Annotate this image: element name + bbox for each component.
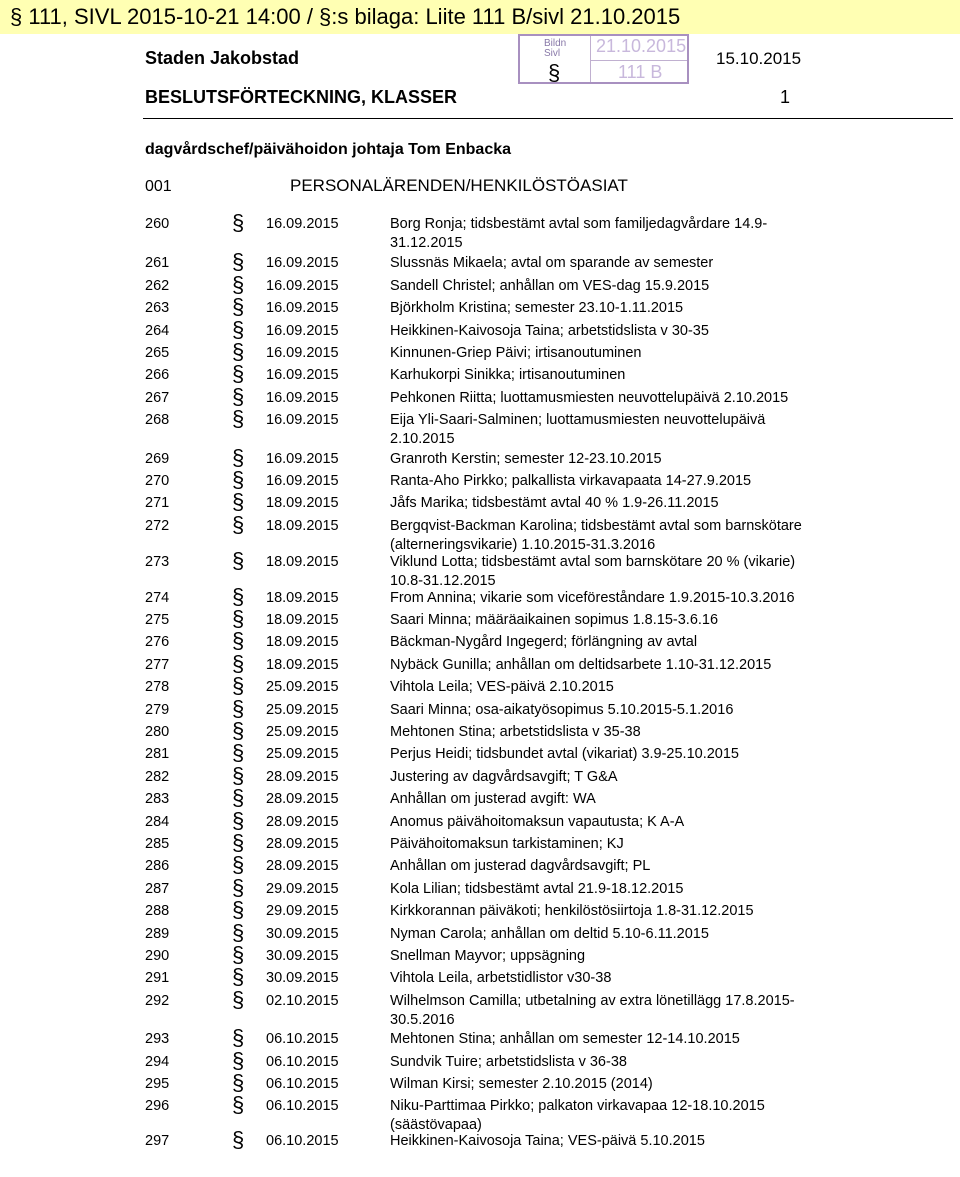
paragraph-icon: § [232,606,245,631]
decision-text: Justering av dagvårdsavgift; T G&A [390,769,618,785]
decision-text-continued: 31.12.2015 [390,235,463,251]
decision-date: 16.09.2015 [266,255,339,271]
decision-text: Granroth Kerstin; semester 12-23.10.2015 [390,451,662,467]
decision-date: 18.09.2015 [266,612,339,628]
decision-number: 276 [145,634,170,650]
decision-date: 16.09.2015 [266,216,339,232]
decision-text-continued: (alterneringsvikarie) 1.10.2015-31.3.2016 [390,537,656,553]
decision-text: Sundvik Tuire; arbetstidslista v 36-38 [390,1054,627,1070]
paragraph-icon: § [232,920,245,945]
paragraph-icon: § [232,830,245,855]
decision-date: 29.09.2015 [266,903,339,919]
stamp-date: 21.10.2015 [596,36,687,56]
attachment-banner: § 111, SIVL 2015-10-21 14:00 / §:s bilaga: Liite 111 B/sivl 21.10.2015 [0,0,960,34]
decision-text: Wilman Kirsi; semester 2.10.2015 (2014) [390,1076,653,1092]
decision-date: 06.10.2015 [266,1098,339,1114]
paragraph-icon: § [232,445,245,470]
decision-text: Perjus Heidi; tidsbundet avtal (vikariat) 3.9-25.10.2015 [390,746,739,762]
decision-text: Bergqvist-Backman Karolina; tidsbestämt avtal som barnskötare [390,518,802,534]
reference-stamp [518,34,689,84]
decision-text: Saari Minna; osa-aikatyösopimus 5.10.2015-5.1.2016 [390,702,734,718]
decision-text: Heikkinen-Kaivosoja Taina; arbetstidslista v 30-35 [390,323,709,339]
decision-text: Vihtola Leila, arbetstidlistor v30-38 [390,970,612,986]
decision-text: Anomus päivähoitomaksun vapautusta; K A-A [390,814,685,830]
organization-name: Staden Jakobstad [145,48,300,68]
decision-number: 264 [145,323,170,339]
decision-number: 272 [145,518,170,534]
paragraph-icon: § [232,696,245,721]
decision-number: 277 [145,657,170,673]
paragraph-icon: § [232,651,245,676]
decision-text: Slussnäs Mikaela; avtal om sparande av semester [390,255,714,271]
decision-text: Nyman Carola; anhållan om deltid 5.10-6.11.2015 [390,926,709,942]
decision-number: 261 [145,255,170,271]
decision-number: 290 [145,948,170,964]
paragraph-icon: § [232,548,245,573]
decision-text-continued: (säästövapaa) [390,1117,482,1133]
decision-text: Wilhelmson Camilla; utbetalning av extra lönetillägg 17.8.2015- [390,993,795,1009]
decision-number: 263 [145,300,170,316]
decision-number: 274 [145,590,170,606]
decision-text: Anhållan om justerad dagvårdsavgift; PL [390,858,651,874]
decision-number: 289 [145,926,170,942]
decision-date: 28.09.2015 [266,858,339,874]
page-number: 1 [780,87,791,107]
decision-number: 269 [145,451,170,467]
decision-date: 16.09.2015 [266,412,339,428]
decision-text: Björkholm Kristina; semester 23.10-1.11.2015 [390,300,684,316]
stamp-label-top: Bildn [544,38,567,49]
decision-date: 16.09.2015 [266,473,339,489]
decision-number: 278 [145,679,170,695]
decision-date: 06.10.2015 [266,1054,339,1070]
decision-text: Karhukorpi Sinikka; irtisanoutuminen [390,367,626,383]
decision-date: 06.10.2015 [266,1031,339,1047]
decision-date: 30.09.2015 [266,970,339,986]
decision-text: Kola Lilian; tidsbestämt avtal 21.9-18.12.2015 [390,881,684,897]
decision-number: 288 [145,903,170,919]
paragraph-icon: § [232,1048,245,1073]
section-title: PERSONALÄRENDEN/HENKILÖSTÖASIAT [290,176,628,193]
decision-date: 28.09.2015 [266,814,339,830]
paragraph-icon: § [232,489,245,514]
decision-number: 286 [145,858,170,874]
decision-text: Kirkkorannan päiväkoti; henkilöstösiirtoja 1.8-31.12.2015 [390,903,754,919]
decision-date: 28.09.2015 [266,769,339,785]
decision-text-continued: 2.10.2015 [390,431,455,447]
decision-number: 283 [145,791,170,807]
official-name: dagvårdschef/päivähoidon johtaja Tom Enbacka [145,141,512,158]
decision-number: 266 [145,367,170,383]
decision-text: Viklund Lotta; tidsbestämt avtal som barnskötare 20 % (vikarie) [390,554,796,570]
section-number: 001 [145,178,172,195]
decision-date: 28.09.2015 [266,791,339,807]
decision-date: 02.10.2015 [266,993,339,1009]
paragraph-icon: § [232,964,245,989]
decision-date: 18.09.2015 [266,518,339,534]
paragraph-icon: § [232,942,245,967]
decision-date: 25.09.2015 [266,679,339,695]
paragraph-icon: § [232,987,245,1012]
paragraph-icon: § [232,897,245,922]
paragraph-icon: § [232,1127,245,1152]
decision-date: 16.09.2015 [266,278,339,294]
decision-number: 287 [145,881,170,897]
decision-number: 296 [145,1098,170,1114]
stamp-divider [590,36,591,82]
decision-date: 18.09.2015 [266,554,339,570]
paragraph-icon: § [232,406,245,431]
paragraph-icon: § [232,1092,245,1117]
decision-text: Eija Yli-Saari-Salminen; luottamusmiesten neuvottelupäivä [390,412,766,428]
decision-text: From Annina; vikarie som viceföreståndare 1.9.2015-10.3.2016 [390,590,795,606]
paragraph-icon: § [232,740,245,765]
decision-text: Anhållan om justerad avgift: WA [390,791,596,807]
decision-number: 285 [145,836,170,852]
decision-number: 294 [145,1054,170,1070]
decision-number: 265 [145,345,170,361]
decision-number: 260 [145,216,170,232]
paragraph-icon: § [232,339,245,364]
paragraph-icon: § [232,875,245,900]
decision-date: 25.09.2015 [266,746,339,762]
decision-text: Nybäck Gunilla; anhållan om deltidsarbete 1.10-31.12.2015 [390,657,772,673]
paragraph-icon: § [232,673,245,698]
decision-text: Bäckman-Nygård Ingegerd; förlängning av avtal [390,634,698,650]
decision-number: 280 [145,724,170,740]
paragraph-icon: § [232,584,245,609]
decision-text: Saari Minna; määräaikainen sopimus 1.8.15-3.6.16 [390,612,719,628]
decision-text: Päivähoitomaksun tarkistaminen; KJ [390,836,624,852]
paragraph-icon: § [232,317,245,342]
paragraph-icon: § [232,718,245,743]
paragraph-icon: § [232,512,245,537]
decision-date: 29.09.2015 [266,881,339,897]
decision-date: 06.10.2015 [266,1076,339,1092]
decision-number: 270 [145,473,170,489]
decision-number: 291 [145,970,170,986]
decision-date: 25.09.2015 [266,724,339,740]
decision-text: Ranta-Aho Pirkko; palkallista virkavapaata 14-27.9.2015 [390,473,752,489]
decision-text: Heikkinen-Kaivosoja Taina; VES-päivä 5.10.2015 [390,1133,705,1149]
decision-text: Mehtonen Stina; anhållan om semester 12-14.10.2015 [390,1031,740,1047]
decision-text: Sandell Christel; anhållan om VES-dag 15.9.2015 [390,278,710,294]
decision-date: 18.09.2015 [266,495,339,511]
decision-date: 06.10.2015 [266,1133,339,1149]
decision-date: 25.09.2015 [266,702,339,718]
paragraph-icon: § [232,785,245,810]
stamp-paragraph-symbol: § [548,60,561,85]
document-title: BESLUTSFÖRTECKNING, KLASSER [145,87,458,107]
decision-date: 30.09.2015 [266,926,339,942]
decision-text-continued: 30.5.2016 [390,1012,455,1028]
decision-date: 16.09.2015 [266,390,339,406]
meeting-date: 15.10.2015 [716,49,802,68]
paragraph-icon: § [232,763,245,788]
paragraph-icon: § [232,628,245,653]
paragraph-icon: § [232,1025,245,1050]
paragraph-icon: § [232,249,245,274]
paragraph-icon: § [232,467,245,492]
decision-date: 16.09.2015 [266,367,339,383]
decision-number: 284 [145,814,170,830]
paragraph-icon: § [232,808,245,833]
decision-text: Snellman Mayvor; uppsägning [390,948,586,964]
decision-number: 281 [145,746,170,762]
decision-date: 16.09.2015 [266,345,339,361]
decision-text: Vihtola Leila; VES-päivä 2.10.2015 [390,679,614,695]
paragraph-icon: § [232,361,245,386]
paragraph-icon: § [232,852,245,877]
paragraph-icon: § [232,384,245,409]
decision-number: 262 [145,278,170,294]
decision-text: Niku-Parttimaa Pirkko; palkaton virkavapaa 12-18.10.2015 [390,1098,765,1114]
decision-number: 297 [145,1133,170,1149]
decision-text: Borg Ronja; tidsbestämt avtal som familjedagvårdare 14.9- [390,216,768,232]
decision-date: 28.09.2015 [266,836,339,852]
decision-date: 30.09.2015 [266,948,339,964]
decision-number: 275 [145,612,170,628]
decision-number: 271 [145,495,170,511]
decision-text-continued: 10.8-31.12.2015 [390,573,496,589]
stamp-divider-horizontal [590,60,687,61]
decision-number: 273 [145,554,170,570]
paragraph-icon: § [232,210,245,235]
decision-number: 295 [145,1076,170,1092]
decision-number: 293 [145,1031,170,1047]
decision-number: 282 [145,769,170,785]
decision-date: 16.09.2015 [266,451,339,467]
decision-text: Mehtonen Stina; arbetstidslista v 35-38 [390,724,641,740]
decision-number: 268 [145,412,170,428]
header-rule [143,118,953,119]
decision-date: 18.09.2015 [266,590,339,606]
paragraph-icon: § [232,294,245,319]
decision-number: 279 [145,702,170,718]
decision-date: 18.09.2015 [266,634,339,650]
paragraph-icon: § [232,1070,245,1095]
stamp-label-bottom: Sivl [544,48,561,59]
decision-text: Pehkonen Riitta; luottamusmiesten neuvottelupäivä 2.10.2015 [390,390,789,406]
decision-date: 16.09.2015 [266,323,339,339]
decision-number: 267 [145,390,170,406]
decision-date: 18.09.2015 [266,657,339,673]
stamp-number: 111 B [618,62,663,82]
decision-number: 292 [145,993,170,1009]
decision-date: 16.09.2015 [266,300,339,316]
paragraph-icon: § [232,272,245,297]
decision-text: Jåfs Marika; tidsbestämt avtal 40 % 1.9-26.11.2015 [390,495,719,511]
decision-text: Kinnunen-Griep Päivi; irtisanoutuminen [390,345,642,361]
